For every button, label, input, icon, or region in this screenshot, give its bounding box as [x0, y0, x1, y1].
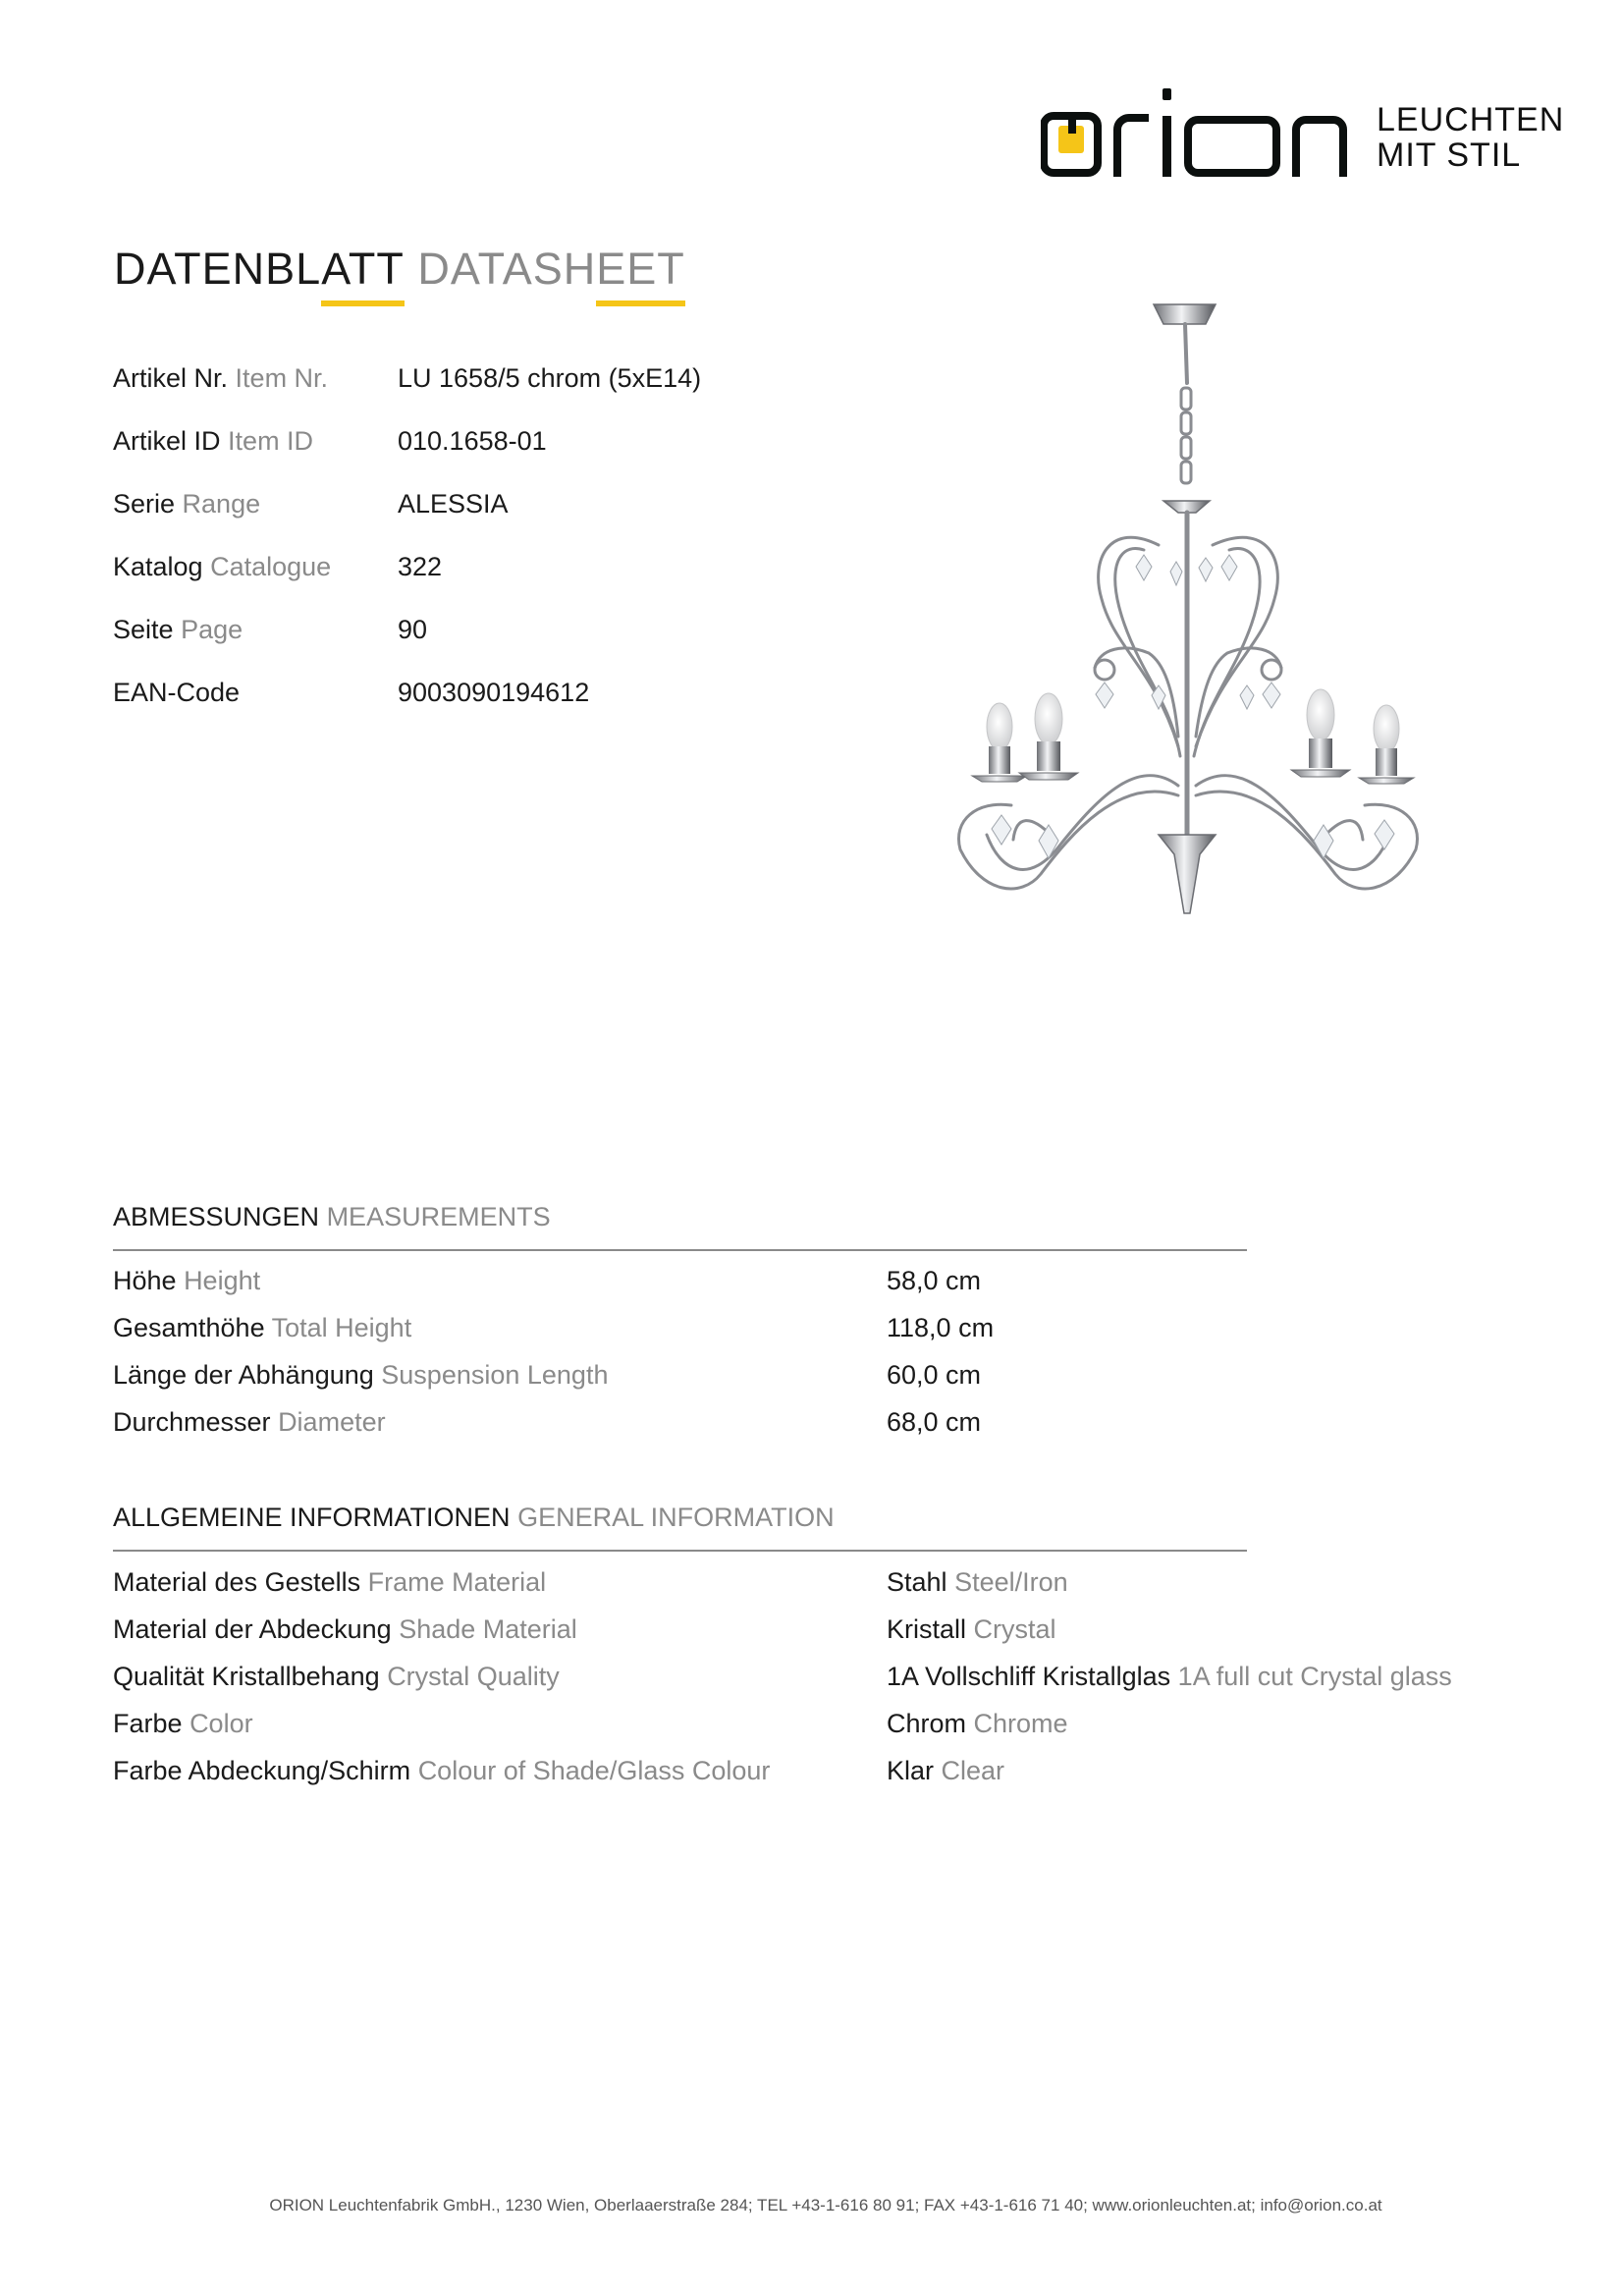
general-heading: [113, 1503, 835, 1533]
label-de: Serie: [113, 489, 176, 519]
label-en: Item ID: [228, 426, 314, 456]
label-de: Katalog: [113, 552, 203, 581]
label-en: Item Nr.: [235, 363, 329, 393]
value: 118,0 cm: [887, 1313, 995, 1342]
label-en: Crystal Quality: [387, 1662, 560, 1691]
label-de: Höhe: [113, 1266, 177, 1295]
footer-contact: ORION Leuchtenfabrik GmbH., 1230 Wien, Oberlaaerstraße 284; TEL +43-1-616 80 91; FAX +43-1-616 71 40; www.orionleuchten.at; info@orion.co.at: [269, 2196, 1382, 2214]
value: 9003090194612: [398, 678, 590, 707]
value: 90: [398, 615, 428, 644]
general-row: [113, 1567, 1068, 1598]
general-row: [113, 1709, 1068, 1739]
label-de: Länge der Abhängung: [113, 1360, 374, 1390]
heading-en: GENERAL INFORMATION: [517, 1503, 835, 1532]
orion-logo: [1041, 86, 1571, 180]
value-de: Kristall: [887, 1614, 967, 1644]
value: LU 1658/5 chrom (5xE14): [398, 363, 702, 393]
label-en: Suspension Length: [381, 1360, 609, 1390]
title-de-underlined: ATT: [321, 244, 405, 294]
value: 60,0 cm: [887, 1360, 982, 1390]
value: ALESSIA: [398, 489, 509, 519]
value-de: Stahl: [887, 1567, 947, 1597]
measurements-heading: [113, 1202, 551, 1232]
tagline-line-1: LEUCHTEN: [1377, 101, 1565, 138]
orion-wordmark-icon: [1041, 86, 1365, 180]
value-de: Chrom: [887, 1709, 967, 1738]
measurement-row: [113, 1360, 982, 1391]
general-row: [113, 1756, 1005, 1786]
label-en: Catalogue: [210, 552, 332, 581]
value-en: Clear: [941, 1756, 1005, 1785]
title-en-underlined: EET: [596, 244, 685, 294]
heading-de: ALLGEMEINE INFORMATIONEN: [113, 1503, 511, 1532]
title-de: [114, 244, 405, 294]
label-en: Frame Material: [367, 1567, 547, 1597]
value: 68,0 cm: [887, 1407, 982, 1437]
heading-de: ABMESSUNGEN: [113, 1202, 320, 1231]
value: 58,0 cm: [887, 1266, 982, 1295]
product-image: [943, 285, 1433, 992]
title-en-text: DATASH: [417, 244, 597, 294]
label-de: Qualität Kristallbehang: [113, 1662, 380, 1691]
label-de: Farbe: [113, 1709, 183, 1738]
measurement-row: [113, 1407, 982, 1438]
value-en: Crystal: [973, 1614, 1056, 1644]
label-de: Seite: [113, 615, 174, 644]
label-en: Colour of Shade/Glass Colour: [417, 1756, 771, 1785]
info-row-ean: [113, 678, 590, 708]
general-divider: [113, 1550, 1247, 1552]
general-row: [113, 1662, 1452, 1692]
value-en: Steel/Iron: [954, 1567, 1068, 1597]
tagline-line-2: MIT STIL: [1377, 137, 1522, 174]
label-de: Artikel ID: [113, 426, 221, 456]
logo-tagline: [1377, 102, 1564, 173]
title-de-text: DATENBL: [114, 244, 322, 294]
title-en: [417, 244, 684, 294]
label-en: Total Height: [271, 1313, 412, 1342]
page-title: [114, 244, 685, 295]
chandelier-image-icon: [943, 285, 1433, 992]
label-de: Gesamthöhe: [113, 1313, 265, 1342]
general-row: [113, 1614, 1056, 1645]
label-de: Material des Gestells: [113, 1567, 361, 1597]
label-de: Material der Abdeckung: [113, 1614, 392, 1644]
label-en: Page: [181, 615, 243, 644]
label-de: EAN-Code: [113, 678, 241, 707]
label-en: Height: [184, 1266, 261, 1295]
value-de: Klar: [887, 1756, 935, 1785]
label-de: Artikel Nr.: [113, 363, 229, 393]
value-en: Chrome: [973, 1709, 1068, 1738]
label-en: Color: [189, 1709, 253, 1738]
measurement-row: [113, 1313, 995, 1343]
measurements-divider: [113, 1249, 1247, 1251]
label-de: Durchmesser: [113, 1407, 271, 1437]
value-en: 1A full cut Crystal glass: [1177, 1662, 1452, 1691]
label-de: Farbe Abdeckung/Schirm: [113, 1756, 411, 1785]
label-en: Shade Material: [399, 1614, 577, 1644]
info-row-page: [113, 615, 428, 645]
heading-en: MEASUREMENTS: [326, 1202, 551, 1231]
label-en: Diameter: [278, 1407, 386, 1437]
info-row-item-nr: [113, 363, 702, 394]
info-row-item-id: [113, 426, 547, 457]
measurement-row: [113, 1266, 982, 1296]
info-row-range: [113, 489, 509, 519]
info-row-catalogue: [113, 552, 443, 582]
label-en: Range: [182, 489, 261, 519]
value: 010.1658-01: [398, 426, 547, 456]
value: 322: [398, 552, 443, 581]
value-de: 1A Vollschliff Kristallglas: [887, 1662, 1171, 1691]
